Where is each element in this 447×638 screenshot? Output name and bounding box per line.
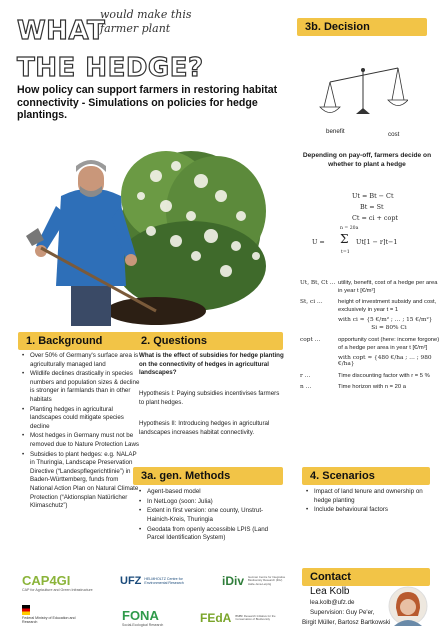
fona-logo: FONA Social-Ecological Research xyxy=(122,608,164,627)
def-text: Time horizon with n = 20 a xyxy=(338,383,406,390)
def-sym: copt … xyxy=(300,336,321,343)
feda-logo: FEdA BMBF Research Initiative for the Conservation of Biodiversity xyxy=(200,611,276,625)
list-item: • In NetLogo (soon: Julia) xyxy=(139,498,284,507)
farmer-hedge-photo xyxy=(16,136,276,326)
scenarios-header: 4. Scenarios xyxy=(302,467,430,485)
decision-caption: Depending on pay-off, farmers decide on whether to plant a hedge xyxy=(302,152,432,168)
ufz-logo: UFZ HELMHOLTZ Centre for Environmental Research xyxy=(120,575,184,587)
scenarios-list xyxy=(306,488,434,516)
idiv-logo: iDiv German Centre for Integrative Biodiversity Research (iDiv) Halle-Jena-Leipzig xyxy=(222,574,286,588)
def-text: Si = 80% Ci xyxy=(371,324,407,331)
cost-label: cost xyxy=(388,131,400,138)
bmbf-logo: Federal Ministry of Education and Research xyxy=(22,605,82,625)
list-item: • Wildlife declines drastically in species numbers and population sizes & decline is stronger in farmlands than in other habitats xyxy=(22,370,140,404)
def-text: Time discounting factor with r = 5 % xyxy=(338,372,430,379)
def-sym xyxy=(300,355,338,367)
methods-list xyxy=(139,488,284,544)
def-text: with ci ≈ {5 €/m² ; … ; 15 €/m²} xyxy=(338,316,433,323)
methods-header: 3a. gen. Methods xyxy=(133,467,283,485)
list-item: • Subsidies to plant hedges: e.g. NALAP in Thuringia, Landscape Preservation Directive (“Landespflegerichtlinie”) in Baden-Württemberg, funds from National Action Plan on Natural Climate Protection (“Aktionsplan Natürlicher Klimaschutz”) xyxy=(22,451,140,511)
def-sym: Ut, Bt, Ct … xyxy=(300,280,336,286)
equation-cost: Ct = ci + copt xyxy=(352,214,399,222)
avatar xyxy=(388,586,428,626)
title-line2: THE HEDGE? xyxy=(17,53,204,83)
definitions-list xyxy=(300,280,440,392)
hypothesis-2: Hypothesis II: Introducing hedges in agricultural landscapes increases habitat connectivity. xyxy=(139,420,270,436)
subtitle: How policy can support farmers in restoring habitat connectivity - Simulations on policies for hedge plantings. xyxy=(17,84,278,121)
contact-email[interactable]: lea.kolb@ufz.de xyxy=(310,599,355,606)
contact-header: Contact xyxy=(302,568,430,586)
contact-supervision: Supervision: Guy Pe'er, xyxy=(310,609,375,616)
questions-header: 2. Questions xyxy=(133,332,283,350)
capagri-logo: CAP4GI CAP for Agriculture and Green Infrastructure xyxy=(22,573,93,592)
equation-sum-bottom: t=1 xyxy=(341,250,350,255)
contact-supervision-2: Birgit Müller, Bartosz Bartkowski xyxy=(302,619,391,626)
list-item: • Planting hedges in agricultural landscapes could mitigate species decline xyxy=(22,406,140,432)
list-item: • Extent in first version: one county, Unstrut-Hainich-Kreis, Thuringia xyxy=(139,507,284,524)
background-header: 1. Background xyxy=(18,332,136,350)
hypothesis-1: Hypothesis I: Paying subsidies incentivises farmers to plant hedges. xyxy=(139,390,280,406)
equation-sum-top: n = 20a xyxy=(340,226,359,231)
list-item: • Impact of land tenure and ownership on hedge planting xyxy=(306,488,434,505)
def-text: opportunity cost (here: income forgone) of a hedge per area in year t [€/m²] xyxy=(338,336,440,351)
def-text: utility, benefit, cost of a hedge per area in year t [€/m²] xyxy=(338,280,438,294)
equation-npv-left: U = xyxy=(312,238,325,246)
def-sym: St, ci … xyxy=(300,298,323,305)
list-item: • Most hedges in Germany must not be removed due to Nature Protection Laws xyxy=(22,432,140,449)
def-sym xyxy=(300,317,338,323)
flag-icon xyxy=(22,605,30,615)
def-sym xyxy=(300,325,338,331)
equation-npv-right: Ut[1 − r]t−1 xyxy=(356,238,398,246)
def-text: height of investment subsidy and cost, exclusively in year t = 1 xyxy=(338,298,437,313)
equation-benefit: Bt = St xyxy=(360,203,384,211)
title-handwritten: would make this farmer plant xyxy=(100,8,192,36)
title-line1: WHAT xyxy=(17,16,106,46)
list-item: • Include behavioural factors xyxy=(306,506,434,515)
decision-header: 3b. Decision xyxy=(297,18,427,36)
contact-name: Lea Kolb xyxy=(310,586,350,597)
background-list xyxy=(22,352,140,512)
benefit-label: benefit xyxy=(326,128,345,135)
list-item: • Agent-based model xyxy=(139,488,284,497)
hedge-shrub xyxy=(116,151,266,311)
list-item: • Over 50% of Germany's surface area is agriculturally managed land xyxy=(22,352,140,369)
sum-symbol: Σ xyxy=(340,232,349,246)
def-sym: n … xyxy=(300,383,312,390)
list-item: • Geodata from openly accessible LPIS (Land Parcel Identification System) xyxy=(139,526,284,543)
equation-utility: Ut = Bt − Ct xyxy=(352,192,394,200)
def-text: with copt ≈ {480 €/ha ; … ; 980 €/ha} xyxy=(338,354,432,367)
questions-main: What is the effect of subsidies for hedge planting on the connectivity of hedges in agricultural landscapes? xyxy=(139,352,284,377)
def-sym: r … xyxy=(300,372,311,379)
